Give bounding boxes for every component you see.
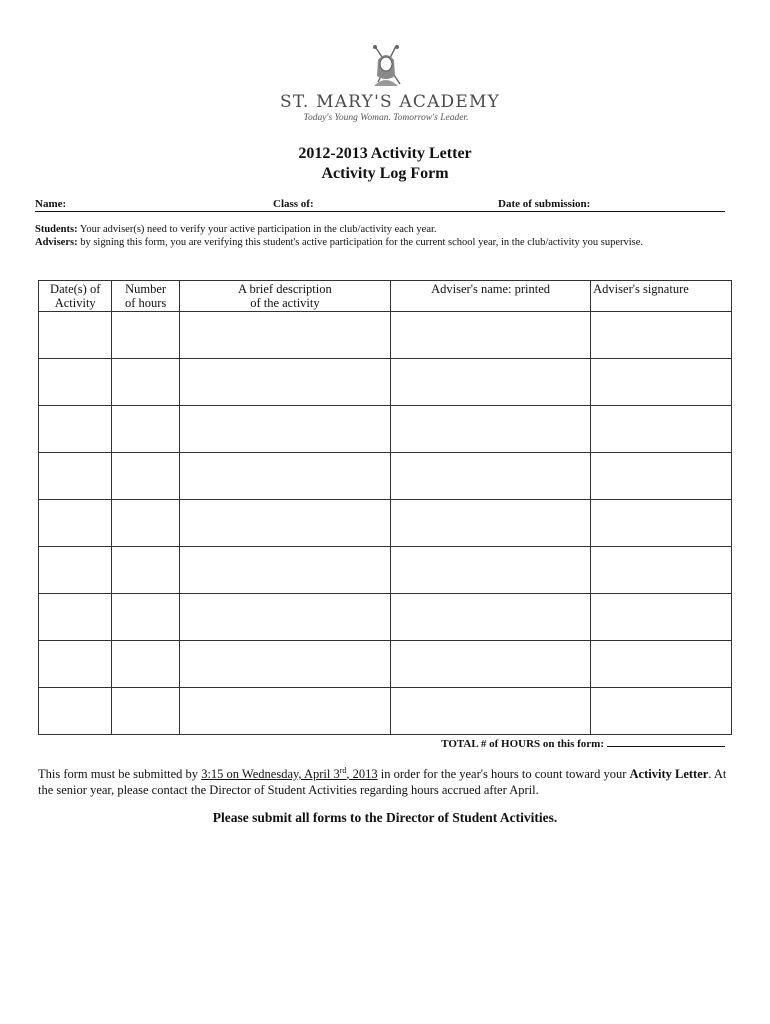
table-cell[interactable] bbox=[112, 594, 179, 641]
table-cell[interactable] bbox=[112, 547, 179, 594]
form-title: 2012-2013 Activity Letter bbox=[298, 145, 472, 162]
table-cell[interactable] bbox=[391, 641, 591, 688]
table-cell[interactable] bbox=[39, 312, 112, 359]
fill-in-line[interactable] bbox=[35, 211, 725, 212]
students-instruction bbox=[35, 224, 735, 235]
advisers-instruction bbox=[35, 237, 735, 248]
table-cell[interactable] bbox=[179, 312, 390, 359]
table-cell[interactable] bbox=[39, 359, 112, 406]
table-cell[interactable] bbox=[179, 453, 390, 500]
table-cell[interactable] bbox=[591, 641, 732, 688]
deadline: 3:15 on Wednesday, April 3rd, 2013 bbox=[201, 766, 378, 782]
table-cell[interactable] bbox=[179, 641, 390, 688]
form-subtitle: Activity Log Form bbox=[321, 165, 449, 182]
table-row bbox=[39, 453, 732, 500]
para-text: This form must be submitted by bbox=[38, 767, 202, 782]
table-header-row bbox=[39, 281, 732, 312]
advisers-label: Advisers: bbox=[35, 237, 78, 248]
total-hours-blank[interactable] bbox=[607, 736, 725, 747]
table-cell[interactable] bbox=[179, 406, 390, 453]
table-cell[interactable] bbox=[179, 359, 390, 406]
table-cell[interactable] bbox=[39, 453, 112, 500]
table-cell[interactable] bbox=[391, 688, 591, 735]
name-field-label: Name: bbox=[35, 198, 67, 210]
table-row bbox=[39, 312, 732, 359]
table-cell[interactable] bbox=[179, 594, 390, 641]
table-cell[interactable] bbox=[112, 500, 179, 547]
para-text: in order for the year's hours to count toward your bbox=[377, 767, 630, 782]
table-cell[interactable] bbox=[112, 688, 179, 735]
total-hours-label: TOTAL # of HOURS on this form: bbox=[441, 738, 604, 750]
header-adviser-signature: Adviser's signature bbox=[591, 281, 732, 312]
table-cell[interactable] bbox=[39, 547, 112, 594]
table-cell[interactable] bbox=[112, 406, 179, 453]
class-field-label: Class of: bbox=[273, 198, 314, 210]
table-cell[interactable] bbox=[112, 359, 179, 406]
school-name: ST. MARY'S ACADEMY bbox=[280, 92, 501, 112]
table-cell[interactable] bbox=[391, 312, 591, 359]
table-row bbox=[39, 594, 732, 641]
table-cell[interactable] bbox=[391, 547, 591, 594]
header-adviser-name: Adviser's name: printed bbox=[391, 281, 591, 312]
school-tagline: Today's Young Woman. Tomorrow's Leader. bbox=[303, 113, 469, 123]
table-cell[interactable] bbox=[391, 500, 591, 547]
table-cell[interactable] bbox=[179, 547, 390, 594]
table-cell[interactable] bbox=[112, 312, 179, 359]
advisers-text: by signing this form, you are verifying this student's active participation for the current school year, in the club/activity you supervise. bbox=[77, 237, 644, 248]
table-cell[interactable] bbox=[39, 500, 112, 547]
table-row bbox=[39, 641, 732, 688]
header-hours: Number of hours bbox=[112, 281, 179, 312]
table-cell[interactable] bbox=[39, 406, 112, 453]
table-row bbox=[39, 500, 732, 547]
table-row bbox=[39, 406, 732, 453]
table-row bbox=[39, 547, 732, 594]
table-cell[interactable] bbox=[591, 406, 732, 453]
table-cell[interactable] bbox=[39, 641, 112, 688]
table-cell[interactable] bbox=[179, 500, 390, 547]
table-cell[interactable] bbox=[112, 453, 179, 500]
table-cell[interactable] bbox=[39, 594, 112, 641]
header-description: A brief description of the activity bbox=[179, 281, 390, 312]
student-info-fields bbox=[35, 198, 725, 212]
table-cell[interactable] bbox=[591, 594, 732, 641]
header-dates: Date(s) of Activity bbox=[39, 281, 112, 312]
table-cell[interactable] bbox=[179, 688, 390, 735]
table-cell[interactable] bbox=[391, 594, 591, 641]
school-logo bbox=[280, 42, 501, 132]
date-field-label: Date of submission: bbox=[498, 198, 591, 210]
table-cell[interactable] bbox=[591, 547, 732, 594]
table-cell[interactable] bbox=[391, 453, 591, 500]
activity-log-table bbox=[38, 280, 732, 735]
table-cell[interactable] bbox=[112, 641, 179, 688]
table-cell[interactable] bbox=[591, 500, 732, 547]
table-row bbox=[39, 359, 732, 406]
table-cell[interactable] bbox=[39, 688, 112, 735]
final-note: Please submit all forms to the Director of Student Activities. bbox=[212, 810, 558, 825]
activity-letter-bold: Activity Letter bbox=[629, 767, 709, 782]
table-cell[interactable] bbox=[391, 359, 591, 406]
para-text: . At the senior year, please contact the Director of Student Activities regarding hours accrued after April. bbox=[38, 767, 727, 798]
table-cell[interactable] bbox=[591, 688, 732, 735]
table-cell[interactable] bbox=[391, 406, 591, 453]
table-cell[interactable] bbox=[591, 453, 732, 500]
students-text: Your adviser(s) need to verify your active participation in the club/activity each year. bbox=[77, 224, 437, 235]
crest-emblem-icon bbox=[354, 42, 418, 90]
table-row bbox=[39, 688, 732, 735]
total-hours-line bbox=[441, 736, 725, 750]
table-cell[interactable] bbox=[591, 359, 732, 406]
students-label: Students: bbox=[35, 224, 78, 235]
submission-instructions bbox=[38, 763, 732, 798]
table-cell[interactable] bbox=[591, 312, 732, 359]
